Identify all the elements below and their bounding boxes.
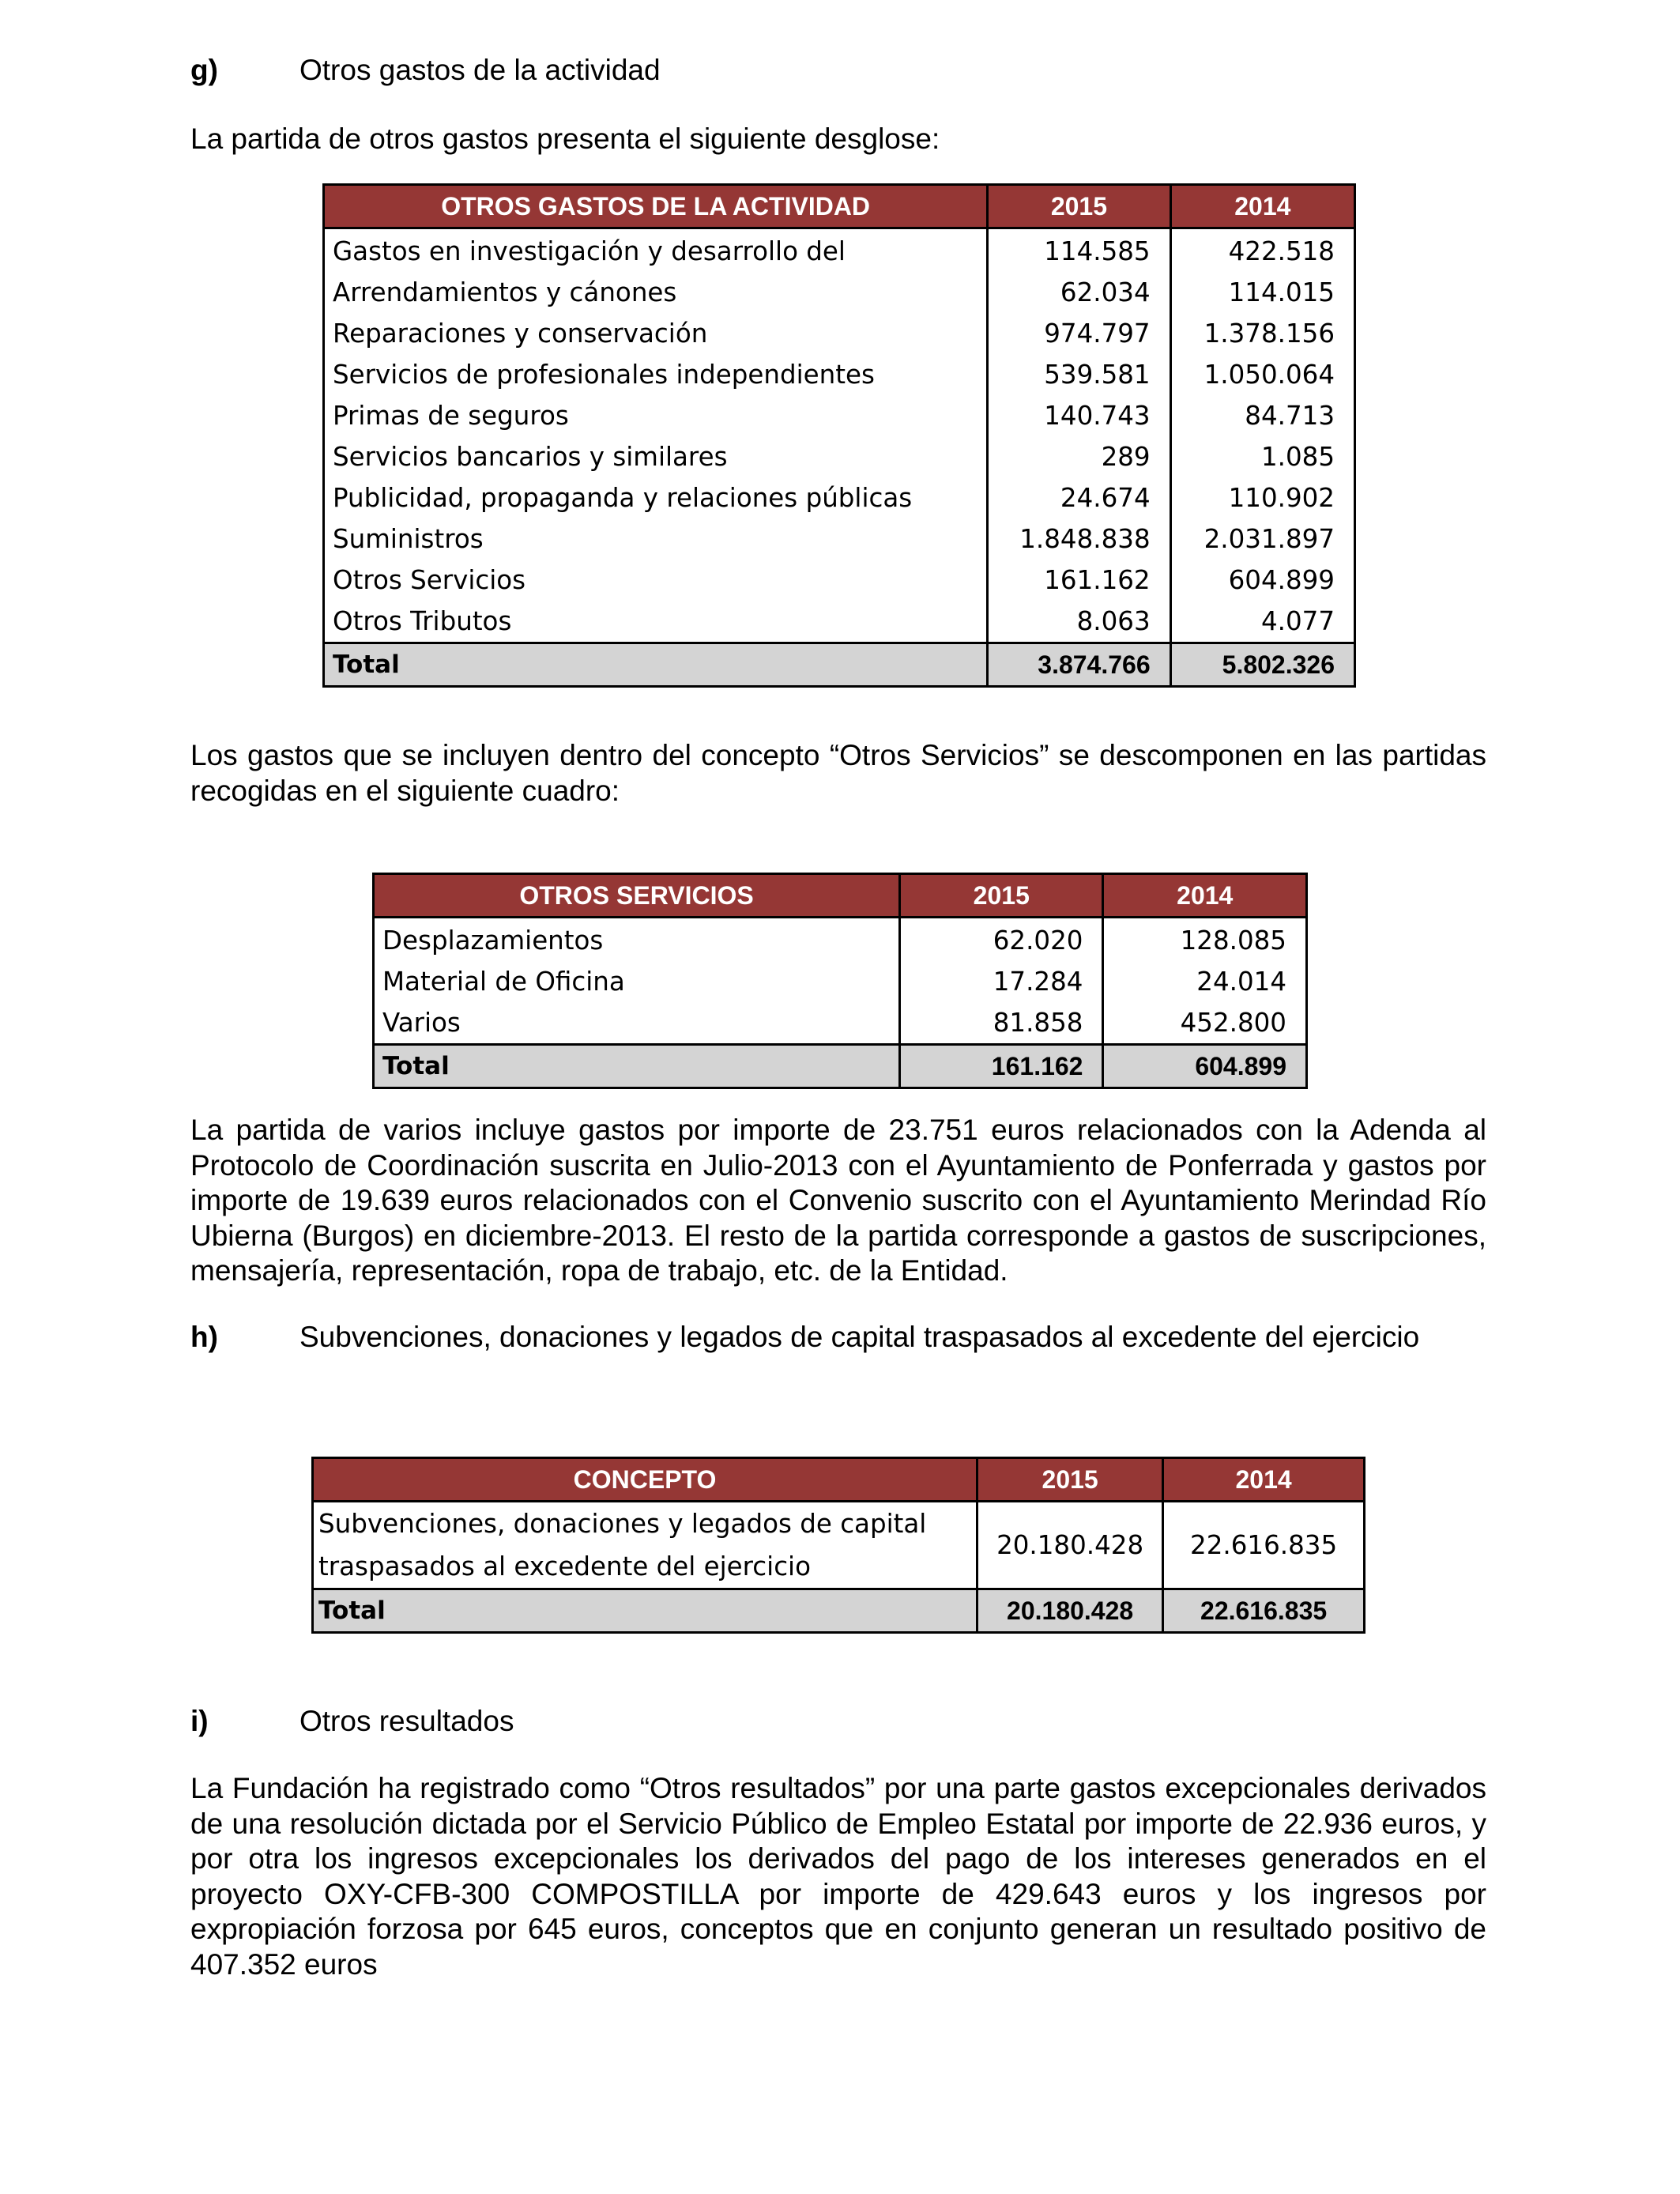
value-2015: 20.180.428 <box>977 1502 1163 1589</box>
value-2014: 84.713 <box>1170 395 1354 436</box>
total-2015: 20.180.428 <box>977 1589 1163 1633</box>
concepto-table <box>311 1457 1365 1634</box>
total-row <box>324 643 1355 687</box>
table-row <box>324 560 1355 601</box>
table-header-row <box>374 874 1307 918</box>
table-row <box>324 436 1355 477</box>
value-2014: 1.085 <box>1170 436 1354 477</box>
varios-paragraph: La partida de varios incluye gastos por importe de 23.751 euros relacionados con la Adenda al Protocolo de Coordinación suscrita en Julio-2013 con el Ayuntamiento de Ponferrada y gastos por importe de 19.639 euros relacionados con el Convenio suscrito con el Ayuntamiento Merindad Río Ubierna (Burgos) en diciembre-2013. El resto de la partida corresponde a gastos de suscripciones, mensajería, representación, ropa de trabajo, etc. de la Entidad. <box>190 1114 1486 1287</box>
otros-resultados-paragraph: La Fundación ha registrado como “Otros resultados” por una parte gastos excepcionales derivados de una resolución dictada por el Servicio Público de Empleo Estatal por importe de 22.936 euros, y por otra los ingresos excepcionales los derivados del pago de los intereses generados en el proyecto OXY-CFB-300 COMPOSTILLA por importe de 429.643 euros y los ingresos por expropiación forzosa por 645 euros, conceptos que en conjunto generan un resultado positivo de 407.352 euros <box>190 1772 1486 1981</box>
row-label: Gastos en investigación y desarrollo del <box>324 228 988 273</box>
value-2014: 114.015 <box>1170 272 1354 313</box>
column-header: 2015 <box>977 1458 1163 1502</box>
table-row <box>324 601 1355 643</box>
column-header: 2015 <box>988 185 1170 228</box>
table-header-row <box>324 185 1355 228</box>
table-row <box>374 1002 1307 1045</box>
row-label: Servicios de profesionales independientes <box>324 354 988 395</box>
row-label: Reparaciones y conservación <box>324 313 988 354</box>
row-label: Arrendamientos y cánones <box>324 272 988 313</box>
section-g-heading <box>190 53 1534 88</box>
value-2015: 81.858 <box>900 1002 1103 1045</box>
row-label: Primas de seguros <box>324 395 988 436</box>
table-row <box>324 477 1355 518</box>
table-row <box>324 354 1355 395</box>
value-2014: 1.378.156 <box>1170 313 1354 354</box>
section-title: Subvenciones, donaciones y legados de capital traspasados al excedente del ejercicio <box>299 1321 1420 1353</box>
value-2015: 161.162 <box>988 560 1170 601</box>
total-label: Total <box>324 643 988 687</box>
total-row <box>374 1045 1307 1088</box>
otros-servicios-table <box>372 873 1308 1089</box>
row-label-line: traspasados al excedente del ejercicio <box>318 1551 811 1581</box>
total-2014: 604.899 <box>1103 1045 1307 1088</box>
row-label-line: Subvenciones, donaciones y legados de capital <box>318 1509 927 1539</box>
row-label: Publicidad, propaganda y relaciones públicas <box>324 477 988 518</box>
section-h-heading <box>190 1320 1534 1355</box>
total-row <box>313 1589 1365 1633</box>
value-2015: 974.797 <box>988 313 1170 354</box>
value-2015: 289 <box>988 436 1170 477</box>
value-2014: 1.050.064 <box>1170 354 1354 395</box>
table-row <box>324 272 1355 313</box>
value-2014: 24.014 <box>1103 961 1307 1002</box>
row-label: Desplazamientos <box>374 918 900 962</box>
table-row <box>324 395 1355 436</box>
row-label: Material de Oficina <box>374 961 900 1002</box>
row-label: Varios <box>374 1002 900 1045</box>
value-2014: 452.800 <box>1103 1002 1307 1045</box>
column-header: 2014 <box>1103 874 1307 918</box>
table-header-row <box>313 1458 1365 1502</box>
section-title: Otros gastos de la actividad <box>299 54 661 86</box>
value-2015: 62.020 <box>900 918 1103 962</box>
total-2014: 5.802.326 <box>1170 643 1354 687</box>
value-2015: 8.063 <box>988 601 1170 643</box>
value-2015: 24.674 <box>988 477 1170 518</box>
otros-gastos-table <box>322 183 1356 688</box>
value-2015: 114.585 <box>988 228 1170 273</box>
column-header: 2014 <box>1163 1458 1365 1502</box>
table-row <box>313 1502 1365 1589</box>
otros-servicios-paragraph: Los gastos que se incluyen dentro del concepto “Otros Servicios” se descomponen en las partidas recogidas en el siguiente cuadro: <box>190 739 1486 807</box>
table-row <box>324 228 1355 273</box>
column-header: 2014 <box>1170 185 1354 228</box>
value-2014: 2.031.897 <box>1170 518 1354 560</box>
section-title: Otros resultados <box>299 1705 514 1737</box>
section-letter: g) <box>190 54 218 86</box>
value-2014: 128.085 <box>1103 918 1307 962</box>
value-2015: 62.034 <box>988 272 1170 313</box>
row-label <box>313 1502 977 1589</box>
row-label: Servicios bancarios y similares <box>324 436 988 477</box>
value-2015: 539.581 <box>988 354 1170 395</box>
total-2015: 3.874.766 <box>988 643 1170 687</box>
total-2015: 161.162 <box>900 1045 1103 1088</box>
column-header: CONCEPTO <box>313 1458 977 1502</box>
value-2015: 1.848.838 <box>988 518 1170 560</box>
value-2014: 604.899 <box>1170 560 1354 601</box>
section-i-heading <box>190 1704 1534 1739</box>
section-letter: i) <box>190 1705 209 1737</box>
value-2015: 140.743 <box>988 395 1170 436</box>
value-2014: 110.902 <box>1170 477 1354 518</box>
total-2014: 22.616.835 <box>1163 1589 1365 1633</box>
total-label: Total <box>313 1589 977 1633</box>
table-row <box>374 961 1307 1002</box>
column-header: OTROS SERVICIOS <box>374 874 900 918</box>
total-label: Total <box>374 1045 900 1088</box>
table-row <box>324 313 1355 354</box>
value-2014: 422.518 <box>1170 228 1354 273</box>
row-label: Suministros <box>324 518 988 560</box>
value-2015: 17.284 <box>900 961 1103 1002</box>
column-header: 2015 <box>900 874 1103 918</box>
value-2014: 4.077 <box>1170 601 1354 643</box>
table-row <box>324 518 1355 560</box>
value-2014: 22.616.835 <box>1163 1502 1365 1589</box>
column-header: OTROS GASTOS DE LA ACTIVIDAD <box>324 185 988 228</box>
table-row <box>374 918 1307 962</box>
row-label: Otros Servicios <box>324 560 988 601</box>
intro-paragraph: La partida de otros gastos presenta el siguiente desglose: <box>190 123 940 155</box>
section-letter: h) <box>190 1321 218 1353</box>
row-label: Otros Tributos <box>324 601 988 643</box>
